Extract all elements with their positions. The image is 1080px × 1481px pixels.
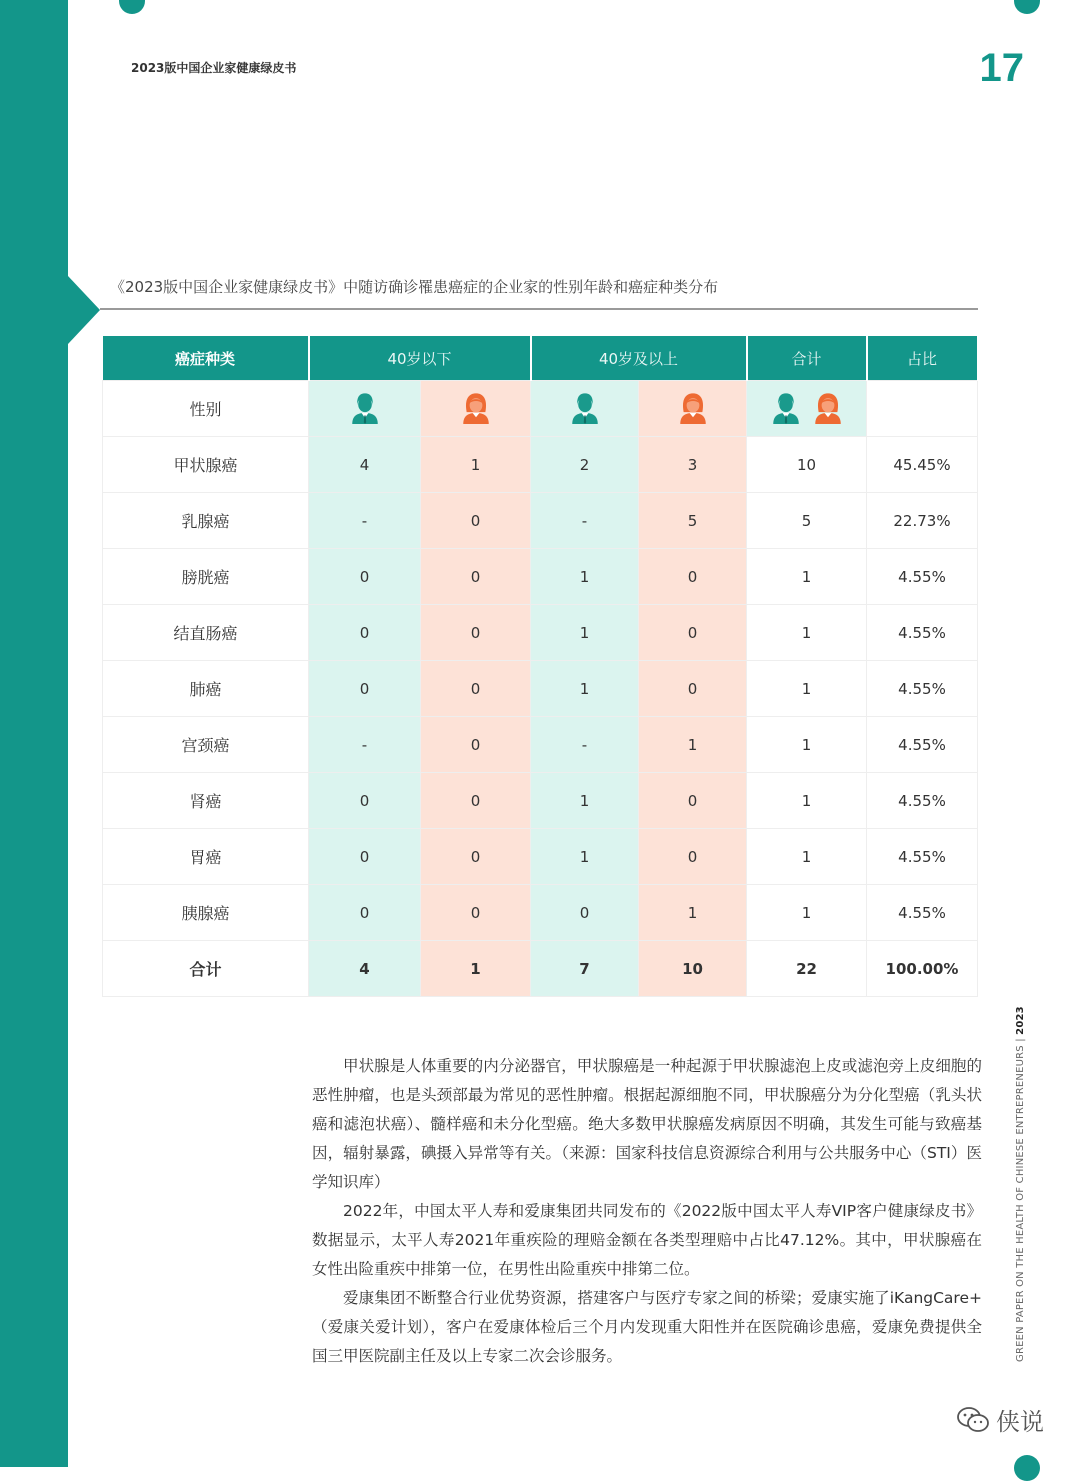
female-icon	[459, 389, 493, 425]
total-over40-female: 10	[639, 941, 747, 997]
under40-male: -	[309, 717, 421, 773]
over40-female: 5	[639, 493, 747, 549]
under40-female: 0	[421, 493, 531, 549]
male-icon	[568, 389, 602, 425]
row-total: 1	[747, 605, 867, 661]
cancer-name: 乳腺癌	[103, 493, 309, 549]
over40-male: -	[531, 493, 639, 549]
total-under40-female: 1	[421, 941, 531, 997]
female-cell	[639, 381, 747, 437]
under40-female: 0	[421, 549, 531, 605]
paragraph-thyroid: 甲状腺是人体重要的内分泌器官，甲状腺癌是一种起源于甲状腺滤泡上皮或滤泡旁上皮细胞的恶性肿瘤，也是头颈部最为常见的恶性肿瘤。根据起源细胞不同，甲状腺癌分为分化型癌（乳头状癌和滤泡状癌）、髓样癌和未分化型癌。绝大多数甲状腺癌发病原因不明确，其发生可能与致癌基因，辐射暴露，碘摄入异常等有关。（来源：国家科技信息资源综合利用与公共服务中心（STI）医学知识库）	[312, 1057, 982, 1191]
female-icon	[811, 389, 845, 425]
paragraph-ikang: 爱康集团不断整合行业优势资源，搭建客户与医疗专家之间的桥梁；爱康实施了iKangCare+（爱康关爱计划），客户在爱康体检后三个月内发现重大阳性并在医院确诊患癌，爱康免费提供全国三甲医院副主任及以上专家二次会诊服务。	[312, 1289, 982, 1365]
cancer-name: 宫颈癌	[103, 717, 309, 773]
bottom-right-dot	[1014, 1455, 1040, 1481]
header-total: 合计	[747, 336, 867, 381]
table-header-row	[103, 336, 978, 381]
under40-female: 1	[421, 437, 531, 493]
over40-male: 1	[531, 829, 639, 885]
over40-male: -	[531, 717, 639, 773]
total-row	[103, 941, 978, 997]
table-row	[103, 493, 978, 549]
table-row	[103, 437, 978, 493]
over40-female: 0	[639, 773, 747, 829]
table-caption: 《2023版中国企业家健康绿皮书》中随访确诊罹患癌症的企业家的性别年龄和癌症种类分布	[110, 278, 719, 296]
over40-male: 1	[531, 661, 639, 717]
watermark	[956, 1402, 1044, 1437]
row-ratio: 4.55%	[867, 549, 978, 605]
cancer-distribution-table	[102, 336, 979, 997]
under40-male: 0	[309, 829, 421, 885]
table-row	[103, 717, 978, 773]
header-ratio: 占比	[867, 336, 978, 381]
table-row	[103, 605, 978, 661]
under40-male: 0	[309, 773, 421, 829]
under40-male: 0	[309, 885, 421, 941]
row-ratio: 4.55%	[867, 885, 978, 941]
female-icon	[676, 389, 710, 425]
row-total: 1	[747, 829, 867, 885]
over40-male: 1	[531, 605, 639, 661]
row-total: 10	[747, 437, 867, 493]
total-over40-male: 7	[531, 941, 639, 997]
over40-female: 0	[639, 605, 747, 661]
header-under-40: 40岁以下	[309, 336, 531, 381]
header-40-and-over: 40岁及以上	[531, 336, 747, 381]
cancer-name: 肺癌	[103, 661, 309, 717]
total-label: 合计	[103, 941, 309, 997]
row-ratio: 4.55%	[867, 717, 978, 773]
empty-cell	[867, 381, 978, 437]
over40-male: 2	[531, 437, 639, 493]
gender-label: 性别	[103, 381, 309, 437]
table-row	[103, 661, 978, 717]
cancer-name: 膀胱癌	[103, 549, 309, 605]
cancer-name: 胃癌	[103, 829, 309, 885]
side-vertical-caption	[1015, 1006, 1026, 1362]
row-ratio: 4.55%	[867, 773, 978, 829]
under40-female: 0	[421, 829, 531, 885]
row-ratio: 4.55%	[867, 605, 978, 661]
row-total: 1	[747, 773, 867, 829]
over40-male: 0	[531, 885, 639, 941]
row-ratio: 22.73%	[867, 493, 978, 549]
cancer-name: 结直肠癌	[103, 605, 309, 661]
over40-female: 0	[639, 829, 747, 885]
over40-female: 1	[639, 885, 747, 941]
table-row	[103, 549, 978, 605]
grand-total: 22	[747, 941, 867, 997]
under40-female: 0	[421, 661, 531, 717]
under40-male: 0	[309, 549, 421, 605]
sidebar-arrow-tab	[68, 276, 100, 344]
table-row	[103, 885, 978, 941]
male-cell	[309, 381, 421, 437]
over40-female: 0	[639, 549, 747, 605]
side-caption-text: GREEN PAPER ON THE HEALTH OF CHINESE ENTREPRENEURS |	[1015, 1034, 1026, 1362]
total-ratio: 100.00%	[867, 941, 978, 997]
table-row	[103, 773, 978, 829]
under40-female: 0	[421, 717, 531, 773]
body-text	[312, 1052, 982, 1371]
left-sidebar-band	[0, 0, 68, 1467]
over40-female: 3	[639, 437, 747, 493]
over40-male: 1	[531, 549, 639, 605]
under40-male: -	[309, 493, 421, 549]
row-total: 1	[747, 717, 867, 773]
paragraph-claims: 2022年，中国太平人寿和爱康集团共同发布的《2022版中国太平人寿VIP客户健康绿皮书》数据显示，太平人寿2021年重疾险的理赔金额在各类型理赔中占比47.12%。其中，甲状腺癌在女性出险重疾中排第一位，在男性出险重疾中排第二位。	[312, 1202, 982, 1278]
top-left-dot	[119, 0, 145, 14]
over40-female: 1	[639, 717, 747, 773]
male-icon	[769, 389, 803, 425]
under40-male: 0	[309, 605, 421, 661]
row-total: 1	[747, 885, 867, 941]
row-total: 5	[747, 493, 867, 549]
row-ratio: 4.55%	[867, 661, 978, 717]
cancer-name: 胰腺癌	[103, 885, 309, 941]
gender-row	[103, 381, 978, 437]
cancer-name: 甲状腺癌	[103, 437, 309, 493]
over40-female: 0	[639, 661, 747, 717]
both-gender-cell	[747, 381, 867, 437]
under40-male: 4	[309, 437, 421, 493]
male-cell	[531, 381, 639, 437]
row-ratio: 4.55%	[867, 829, 978, 885]
cancer-name: 肾癌	[103, 773, 309, 829]
header-title: 2023版中国企业家健康绿皮书	[131, 61, 297, 75]
male-icon	[348, 389, 382, 425]
watermark-text: 侠说	[996, 1408, 1044, 1436]
under40-male: 0	[309, 661, 421, 717]
female-cell	[421, 381, 531, 437]
page-number: 17	[979, 46, 1024, 90]
under40-female: 0	[421, 605, 531, 661]
row-total: 1	[747, 549, 867, 605]
total-under40-male: 4	[309, 941, 421, 997]
row-total: 1	[747, 661, 867, 717]
under40-female: 0	[421, 885, 531, 941]
under40-female: 0	[421, 773, 531, 829]
side-caption-year: 2023	[1015, 1006, 1026, 1035]
table-row	[103, 829, 978, 885]
over40-male: 1	[531, 773, 639, 829]
caption-divider	[100, 308, 978, 310]
chat-bubble-icon	[956, 1406, 990, 1434]
header-cancer-type: 癌症种类	[103, 336, 309, 381]
row-ratio: 45.45%	[867, 437, 978, 493]
top-right-dot	[1014, 0, 1040, 14]
